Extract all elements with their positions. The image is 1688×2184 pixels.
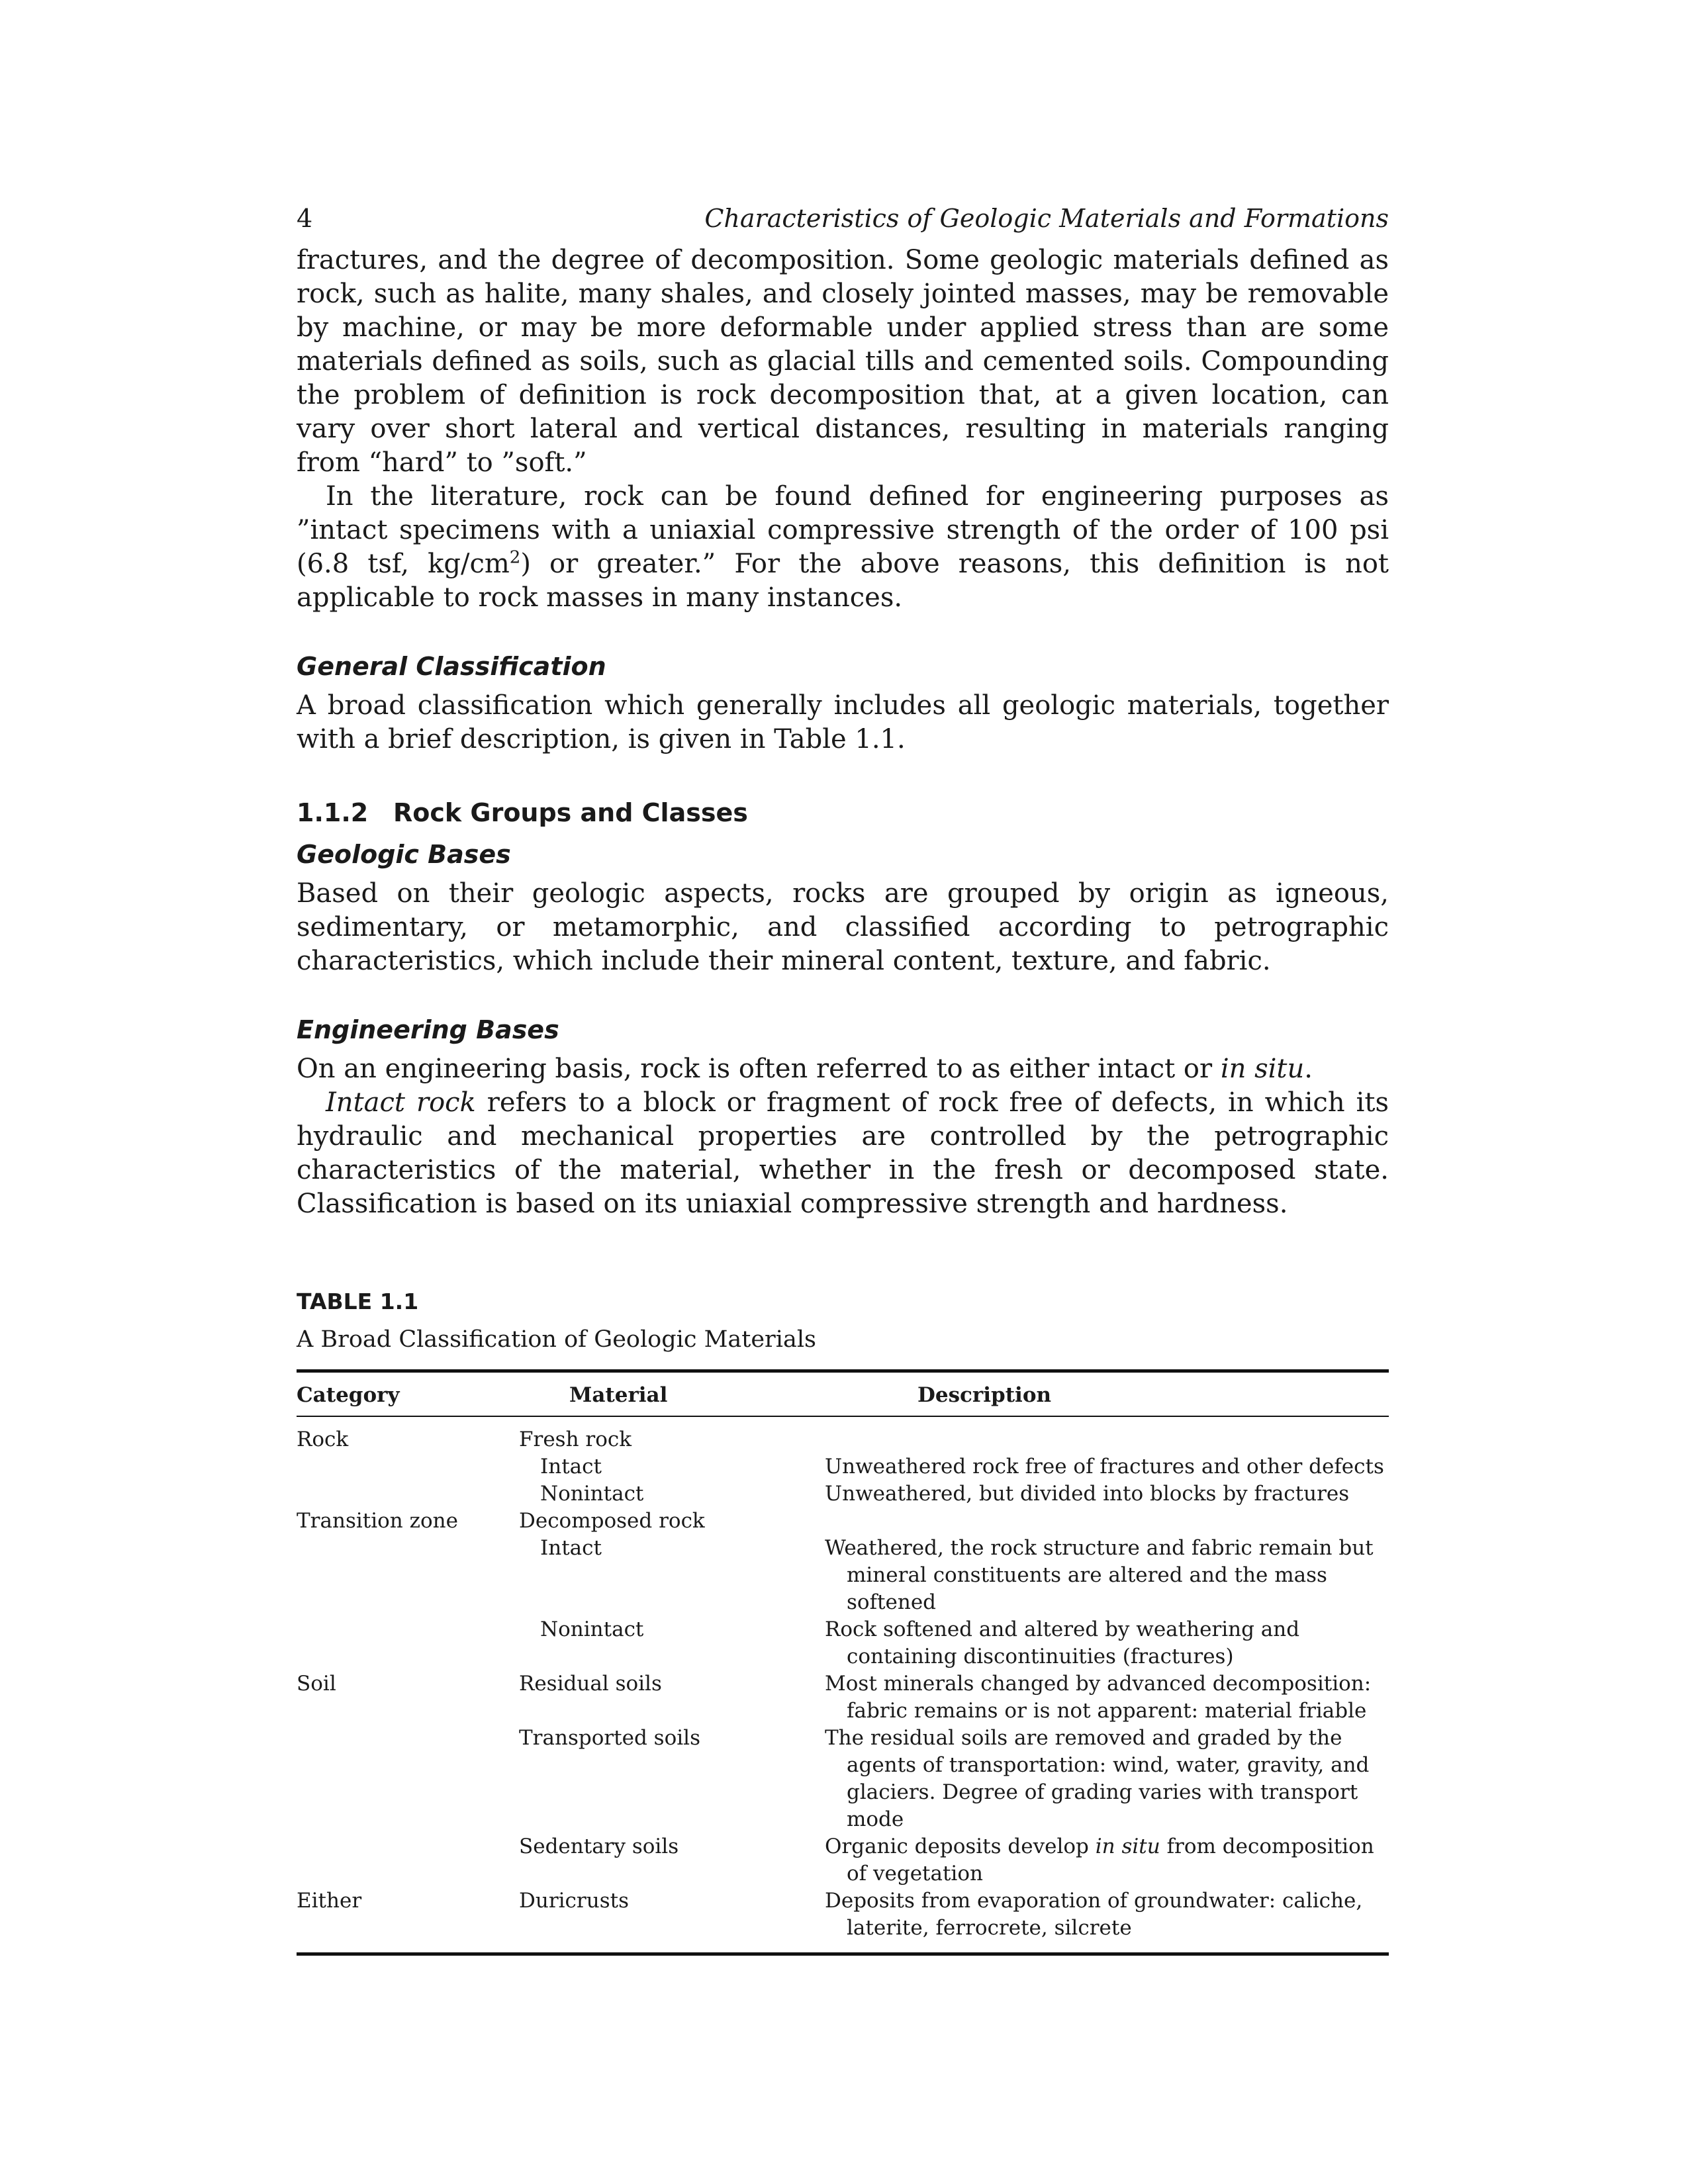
cell-material: Transported soils: [519, 1726, 700, 1750]
paragraph-5-text: On an engineering basis, rock is often referred to as either intact or: [297, 1054, 1221, 1084]
paragraph-5: [297, 1052, 1389, 1086]
paragraph-1: fractures, and the degree of decomposition. Some geologic materials defined as rock, such as halite, many shales, and closely jointed masses, may be removable by machine, or may be more deformable under applied stress than are some materials defined as soils, such as glacial tills and cemented soils. Compounding the problem of definition is rock decomposition that, at a given location, can vary over short lateral and vertical distances, resulting in materials ranging from “hard” to ”soft.”: [297, 245, 1389, 478]
table-row: [297, 1480, 1389, 1508]
cell-material: Nonintact: [540, 1482, 644, 1506]
paragraph-2-text-end: ) or greater.” For the above reasons, this definition is not applicable to rock masses in many instances.: [297, 549, 1389, 613]
cell-material: Intact: [540, 1536, 602, 1560]
table-header-row: [297, 1371, 1389, 1417]
header-description: Description: [825, 1371, 1389, 1417]
cell-material: Decomposed rock: [519, 1509, 705, 1533]
chapter-title: Characteristics of Geologic Materials and Formations: [704, 204, 1389, 233]
cell-material: Nonintact: [540, 1617, 644, 1641]
cell-category: [297, 1833, 519, 1888]
heading-general-classification: General Classification: [297, 652, 606, 681]
table-caption: A Broad Classification of Geologic Materials: [297, 1326, 817, 1353]
paragraph-2-text: In the literature, rock can be found defined for engineering purposes as ”intact specimens with a uniaxial compressive strength of the order of 100 psi (6.8 tsf, kg/cm: [297, 481, 1389, 579]
cell-category: Soil: [297, 1672, 336, 1696]
cell-material: Fresh rock: [519, 1428, 632, 1451]
cell-material: Intact: [540, 1455, 602, 1479]
cell-category: [297, 1535, 519, 1616]
cell-category: Either: [297, 1888, 519, 1954]
table-row: [297, 1535, 1389, 1616]
heading-geologic-bases: Geologic Bases: [297, 840, 511, 869]
paragraph-4: Based on their geologic aspects, rocks are grouped by origin as igneous, sedimentary, or metamorphic, and classified according to petrographic characteristics, which include their mineral content, texture, and fabric.: [297, 878, 1389, 976]
intact-rock-term: Intact rock: [326, 1087, 476, 1118]
table-row: [297, 1616, 1389, 1670]
section-number: 1.1.2: [297, 798, 369, 827]
cell-description: [825, 1833, 1389, 1888]
cell-description: The residual soils are removed and graded by the agents of transportation: wind, water, gravity, and glaciers. Degree of grading varies with transport mode: [825, 1726, 1370, 1831]
table-label: TABLE 1.1: [297, 1289, 419, 1314]
cell-description: Unweathered, but divided into blocks by fractures: [825, 1482, 1350, 1506]
in-situ-term: in situ: [1095, 1835, 1160, 1858]
table-row: [297, 1888, 1389, 1954]
cell-material: Sedentary soils: [519, 1835, 679, 1858]
cell-material: Residual soils: [519, 1672, 662, 1696]
cell-description: Unweathered rock free of fractures and other defects: [825, 1455, 1384, 1479]
table-row: [297, 1670, 1389, 1725]
superscript-2: 2: [509, 547, 521, 568]
table-row: [297, 1508, 1389, 1535]
heading-engineering-bases: Engineering Bases: [297, 1015, 559, 1044]
cell-description: Deposits from evaporation of groundwater: caliche, laterite, ferrocrete, silcrete: [825, 1888, 1389, 1954]
cell-material: Duricrusts: [519, 1888, 825, 1954]
section-heading: [297, 796, 1389, 830]
document-page: [297, 204, 1389, 1956]
cell-description: Most minerals changed by advanced decomposition: fabric remains or is not apparent: material friable: [825, 1672, 1372, 1723]
cell-description: [825, 1508, 1389, 1535]
cell-description: Weathered, the rock structure and fabric remain but mineral constituents are altered and the mass softened: [825, 1536, 1374, 1614]
cell-category: [297, 1480, 519, 1508]
cell-description: Rock softened and altered by weathering and containing discontinuities (fractures): [825, 1617, 1300, 1668]
cell-category: [297, 1725, 519, 1833]
table-row: [297, 1416, 1389, 1453]
header-material: Material: [519, 1371, 825, 1417]
paragraph-3: A broad classification which generally includes all geologic materials, together with a brief description, is given in Table 1.1.: [297, 690, 1389, 754]
paragraph-6: [297, 1086, 1389, 1221]
description-text-end: from decomposition of vegetation: [847, 1835, 1374, 1886]
page-number: 4: [297, 204, 313, 233]
cell-category: [297, 1616, 519, 1670]
cell-category: [297, 1453, 519, 1480]
paragraph-2: [297, 480, 1389, 615]
header-category: Category: [297, 1371, 519, 1417]
running-head: [297, 204, 1389, 244]
cell-category: Transition zone: [297, 1509, 458, 1533]
table-row: [297, 1453, 1389, 1480]
paragraph-6-text: refers to a block or fragment of rock free of defects, in which its hydraulic and mechanical properties are controlled by the petrographic characteristics of the material, whether in the fresh or decomposed state. Classification is based on its uniaxial compressive strength and hardness.: [297, 1087, 1389, 1219]
in-situ-term: in situ: [1220, 1054, 1305, 1084]
table-row: [297, 1725, 1389, 1833]
cell-category: Rock: [297, 1428, 349, 1451]
table-row: [297, 1833, 1389, 1888]
cell-description: [825, 1416, 1389, 1453]
classification-table: [297, 1369, 1389, 1956]
description-text: Organic deposits develop: [825, 1835, 1096, 1858]
section-title: Rock Groups and Classes: [393, 798, 748, 827]
paragraph-5-end: .: [1304, 1054, 1313, 1084]
